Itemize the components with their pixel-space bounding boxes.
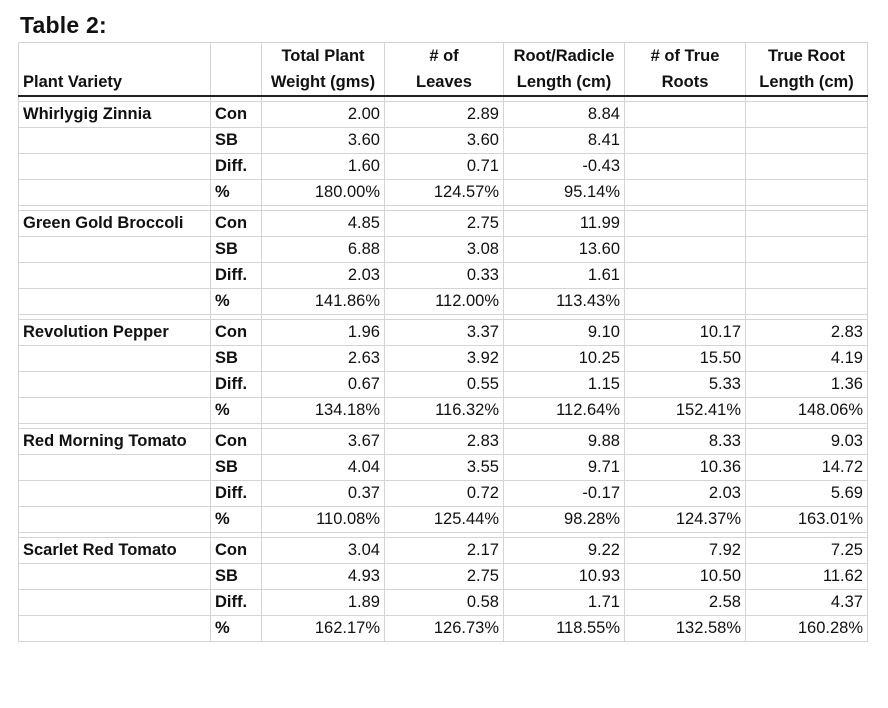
table-row [19,346,868,372]
value-cell [625,180,746,206]
value-cell [746,102,868,128]
header-plant-variety: Plant Variety [19,69,211,96]
value-cell [625,263,746,289]
row-label-cell: Diff. [211,154,262,180]
header-truerootlen-line1: True Root [746,43,868,70]
header-row-2 [19,69,868,96]
value-cell: 15.50 [625,346,746,372]
value-cell: 162.17% [262,616,385,642]
row-label-cell: Diff. [211,590,262,616]
empty-variety-cell [19,455,211,481]
value-cell: 8.84 [504,102,625,128]
table-row [19,616,868,642]
empty-variety-cell [19,263,211,289]
value-cell: 2.63 [262,346,385,372]
value-cell: 13.60 [504,237,625,263]
value-cell: 0.67 [262,372,385,398]
value-cell: 11.99 [504,211,625,237]
plant-variety-cell: Green Gold Broccoli [19,211,211,237]
value-cell: 9.03 [746,429,868,455]
plant-variety-cell: Revolution Pepper [19,320,211,346]
table-row [19,372,868,398]
empty-variety-cell [19,507,211,533]
header-row-1 [19,43,868,70]
value-cell: 2.75 [385,211,504,237]
row-label-cell: Con [211,211,262,237]
empty-variety-cell [19,289,211,315]
value-cell: 1.15 [504,372,625,398]
value-cell: 148.06% [746,398,868,424]
row-label-cell: SB [211,564,262,590]
value-cell: 124.57% [385,180,504,206]
value-cell: 0.71 [385,154,504,180]
value-cell: 5.33 [625,372,746,398]
table-row [19,289,868,315]
value-cell: 0.33 [385,263,504,289]
value-cell: 112.00% [385,289,504,315]
value-cell: 113.43% [504,289,625,315]
empty-variety-cell [19,237,211,263]
row-label-cell: % [211,616,262,642]
value-cell [746,289,868,315]
value-cell: 152.41% [625,398,746,424]
header-weight-line1: Total Plant [262,43,385,70]
value-cell: 163.01% [746,507,868,533]
table-row [19,154,868,180]
table-row [19,398,868,424]
value-cell: 118.55% [504,616,625,642]
empty-variety-cell [19,346,211,372]
value-cell [746,180,868,206]
table-body [19,96,868,642]
value-cell: 4.37 [746,590,868,616]
value-cell: 0.55 [385,372,504,398]
value-cell: 2.58 [625,590,746,616]
table-row [19,429,868,455]
table-title: Table 2: [20,12,107,38]
value-cell: 1.71 [504,590,625,616]
value-cell: 0.37 [262,481,385,507]
row-label-cell: SB [211,128,262,154]
value-cell [746,237,868,263]
value-cell [625,154,746,180]
header-empty-cell [211,69,262,96]
value-cell: 116.32% [385,398,504,424]
value-cell: 1.36 [746,372,868,398]
header-root-line1: Root/Radicle [504,43,625,70]
value-cell: -0.43 [504,154,625,180]
value-cell: 2.83 [746,320,868,346]
value-cell: 126.73% [385,616,504,642]
value-cell: 2.75 [385,564,504,590]
empty-variety-cell [19,372,211,398]
row-label-cell: Con [211,320,262,346]
row-label-cell: Con [211,538,262,564]
table-row [19,455,868,481]
value-cell: 1.89 [262,590,385,616]
table-row [19,320,868,346]
empty-variety-cell [19,481,211,507]
value-cell [625,237,746,263]
row-label-cell: Diff. [211,372,262,398]
value-cell: 3.60 [385,128,504,154]
plant-variety-cell: Scarlet Red Tomato [19,538,211,564]
data-table [18,42,868,642]
value-cell: 7.25 [746,538,868,564]
value-cell: 132.58% [625,616,746,642]
value-cell: 2.83 [385,429,504,455]
empty-variety-cell [19,616,211,642]
value-cell: 2.89 [385,102,504,128]
value-cell: 2.03 [625,481,746,507]
value-cell: 4.85 [262,211,385,237]
value-cell: 98.28% [504,507,625,533]
value-cell: 3.92 [385,346,504,372]
value-cell [746,263,868,289]
value-cell: 10.50 [625,564,746,590]
value-cell: 10.93 [504,564,625,590]
plant-variety-cell: Red Morning Tomato [19,429,211,455]
value-cell: 8.33 [625,429,746,455]
header-leaves-line2: Leaves [385,69,504,96]
row-label-cell: % [211,289,262,315]
empty-variety-cell [19,180,211,206]
value-cell: 112.64% [504,398,625,424]
value-cell: 4.19 [746,346,868,372]
value-cell: 1.60 [262,154,385,180]
table-row [19,538,868,564]
table-row [19,481,868,507]
value-cell: 9.71 [504,455,625,481]
header-empty-cell [211,43,262,70]
plant-variety-cell: Whirlygig Zinnia [19,102,211,128]
value-cell: 0.58 [385,590,504,616]
value-cell: 95.14% [504,180,625,206]
table-row [19,237,868,263]
table-row [19,564,868,590]
value-cell: -0.17 [504,481,625,507]
table-row [19,263,868,289]
value-cell: 10.36 [625,455,746,481]
value-cell: 125.44% [385,507,504,533]
header-truerootlen-line2: Length (cm) [746,69,868,96]
row-label-cell: Con [211,102,262,128]
row-label-cell: Con [211,429,262,455]
value-cell: 7.92 [625,538,746,564]
table-row [19,211,868,237]
row-label-cell: Diff. [211,263,262,289]
value-cell [625,211,746,237]
value-cell: 8.41 [504,128,625,154]
value-cell [746,128,868,154]
value-cell: 0.72 [385,481,504,507]
value-cell: 2.17 [385,538,504,564]
row-label-cell: SB [211,455,262,481]
value-cell: 11.62 [746,564,868,590]
value-cell: 3.08 [385,237,504,263]
empty-variety-cell [19,128,211,154]
value-cell: 124.37% [625,507,746,533]
empty-variety-cell [19,154,211,180]
value-cell: 2.00 [262,102,385,128]
table-row [19,128,868,154]
empty-variety-cell [19,590,211,616]
header-root-line2: Length (cm) [504,69,625,96]
value-cell [746,211,868,237]
value-cell: 4.93 [262,564,385,590]
empty-variety-cell [19,564,211,590]
table-row [19,507,868,533]
value-cell: 3.67 [262,429,385,455]
value-cell: 5.69 [746,481,868,507]
value-cell: 3.04 [262,538,385,564]
value-cell: 9.10 [504,320,625,346]
value-cell [625,289,746,315]
table-row [19,590,868,616]
table-row [19,102,868,128]
row-label-cell: SB [211,346,262,372]
value-cell: 10.17 [625,320,746,346]
header-trueroots-line1: # of True [625,43,746,70]
row-label-cell: % [211,180,262,206]
value-cell: 6.88 [262,237,385,263]
table-row [19,180,868,206]
row-label-cell: % [211,507,262,533]
header-leaves-line1: # of [385,43,504,70]
empty-variety-cell [19,398,211,424]
value-cell: 3.55 [385,455,504,481]
value-cell: 180.00% [262,180,385,206]
header-empty-cell [19,43,211,70]
value-cell: 2.03 [262,263,385,289]
value-cell [746,154,868,180]
value-cell: 10.25 [504,346,625,372]
value-cell: 9.22 [504,538,625,564]
value-cell: 1.96 [262,320,385,346]
value-cell: 1.61 [504,263,625,289]
value-cell: 160.28% [746,616,868,642]
value-cell [625,102,746,128]
value-cell: 3.37 [385,320,504,346]
row-label-cell: SB [211,237,262,263]
row-label-cell: % [211,398,262,424]
value-cell: 110.08% [262,507,385,533]
value-cell: 9.88 [504,429,625,455]
value-cell: 134.18% [262,398,385,424]
value-cell: 141.86% [262,289,385,315]
value-cell [625,128,746,154]
value-cell: 3.60 [262,128,385,154]
value-cell: 4.04 [262,455,385,481]
value-cell: 14.72 [746,455,868,481]
header-weight-line2: Weight (gms) [262,69,385,96]
row-label-cell: Diff. [211,481,262,507]
header-trueroots-line2: Roots [625,69,746,96]
